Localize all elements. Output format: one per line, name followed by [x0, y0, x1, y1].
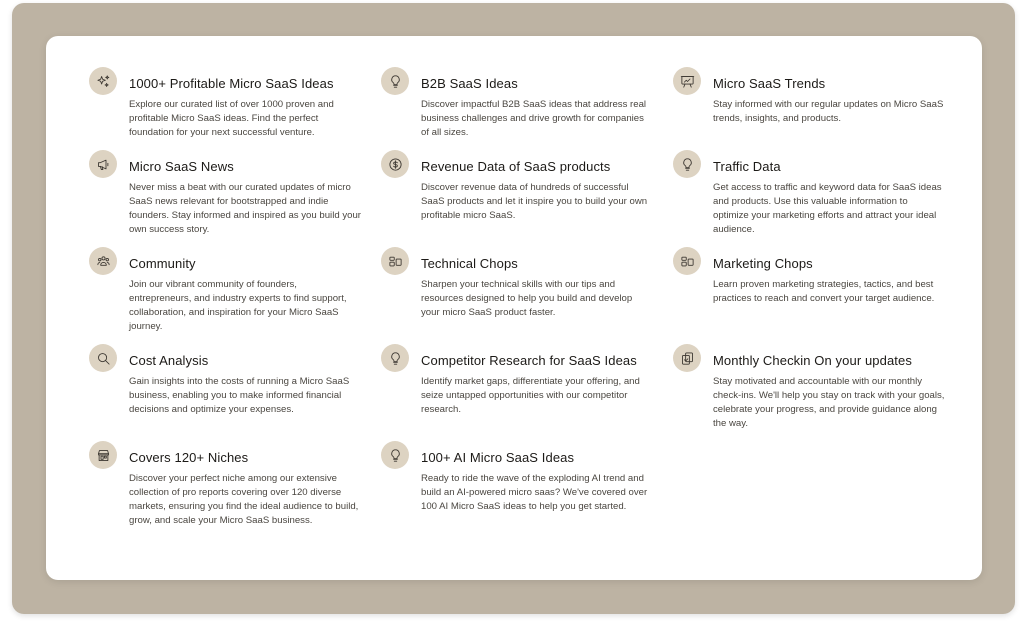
feature-micro-saas-news — [129, 159, 379, 237]
layout-blocks-icon — [381, 247, 409, 275]
megaphone-icon — [89, 150, 117, 178]
feature-description: Stay motivated and accountable with our monthly check-ins. We'll help you stay on track with your goals, celebrate your progress, and provide guidance along the way. — [713, 376, 945, 429]
feature-ai-micro-saas-ideas — [421, 450, 671, 514]
dollar-circle-icon — [381, 150, 409, 178]
feature-title: Traffic Data — [713, 159, 781, 174]
layout-blocks-icon — [673, 247, 701, 275]
feature-title: Competitor Research for SaaS Ideas — [421, 353, 637, 368]
clipboard-check-icon — [673, 344, 701, 372]
feature-title: 100+ AI Micro SaaS Ideas — [421, 450, 575, 465]
feature-description: Learn proven marketing strategies, tactics, and best practices to reach and convert your target audience. — [713, 279, 935, 304]
feature-title: 1000+ Profitable Micro SaaS Ideas — [129, 76, 334, 91]
feature-title: B2B SaaS Ideas — [421, 76, 518, 91]
feature-technical-chops — [421, 256, 671, 320]
feature-description: Sharpen your technical skills with our tips and resources designed to help you build and develop your micro SaaS product faster. — [421, 279, 633, 318]
lightbulb-icon — [673, 150, 701, 178]
feature-micro-saas-trends — [713, 76, 963, 126]
storefront-icon — [89, 441, 117, 469]
feature-description: Join our vibrant community of founders, entrepreneurs, and industry experts to find support, collaboration, and inspiration for your Micro SaaS journey. — [129, 279, 347, 332]
feature-title: Marketing Chops — [713, 256, 813, 271]
lightbulb-icon — [381, 344, 409, 372]
feature-micro-saas-ideas — [129, 76, 379, 140]
feature-description: Explore our curated list of over 1000 proven and profitable Micro SaaS ideas. Find the perfect foundation for your next successful venture. — [129, 99, 334, 138]
feature-title: Cost Analysis — [129, 353, 209, 368]
feature-marketing-chops — [713, 256, 963, 306]
feature-community — [129, 256, 379, 334]
feature-monthly-checkin — [713, 353, 963, 431]
feature-title: Micro SaaS Trends — [713, 76, 826, 91]
feature-title: Technical Chops — [421, 256, 518, 271]
feature-niches — [129, 450, 379, 528]
feature-traffic-data — [713, 159, 963, 237]
feature-description: Discover revenue data of hundreds of successful SaaS products and let it inspire you to build your own profitable micro SaaS. — [421, 182, 648, 221]
feature-description: Stay informed with our regular updates on Micro SaaS trends, insights, and products. — [713, 99, 944, 124]
feature-description: Ready to ride the wave of the exploding AI trend and build an AI-powered micro saas? We've covered over 100 AI Micro SaaS ideas to help you get started. — [421, 473, 648, 512]
feature-title: Micro SaaS News — [129, 159, 234, 174]
feature-description: Gain insights into the costs of running a Micro SaaS business, enabling you to make informed financial decisions and optimize your expenses. — [129, 376, 350, 415]
feature-title: Monthly Checkin On your updates — [713, 353, 912, 368]
feature-description: Discover impactful B2B SaaS ideas that address real business challenges and drive growth for companies of all sizes. — [421, 99, 647, 138]
lightbulb-icon — [381, 67, 409, 95]
feature-revenue-data — [421, 159, 671, 223]
feature-b2b-saas-ideas — [421, 76, 671, 140]
feature-title: Revenue Data of SaaS products — [421, 159, 611, 174]
feature-description: Discover your perfect niche among our extensive collection of pro reports covering over 120 diverse markets, ensuring you find the ideal audience to build, grow, and scale your Micro SaaS business. — [129, 473, 359, 526]
feature-competitor-research — [421, 353, 671, 417]
feature-title: Community — [129, 256, 196, 271]
feature-cost-analysis — [129, 353, 379, 417]
feature-title: Covers 120+ Niches — [129, 450, 249, 465]
presentation-chart-icon — [673, 67, 701, 95]
sparkles-icon — [89, 67, 117, 95]
lightbulb-icon — [381, 441, 409, 469]
feature-description: Never miss a beat with our curated updates of micro SaaS news relevant for bootstrapped and indie founders. Stay informed and inspired as you build your own success story. — [129, 182, 361, 235]
users-group-icon — [89, 247, 117, 275]
search-icon — [89, 344, 117, 372]
feature-description: Identify market gaps, differentiate your offering, and seize untapped opportunities with our competitor research. — [421, 376, 640, 415]
feature-description: Get access to traffic and keyword data for SaaS ideas and products. Use this valuable information to optimize your marketing efforts and attract your ideal audience. — [713, 182, 942, 235]
